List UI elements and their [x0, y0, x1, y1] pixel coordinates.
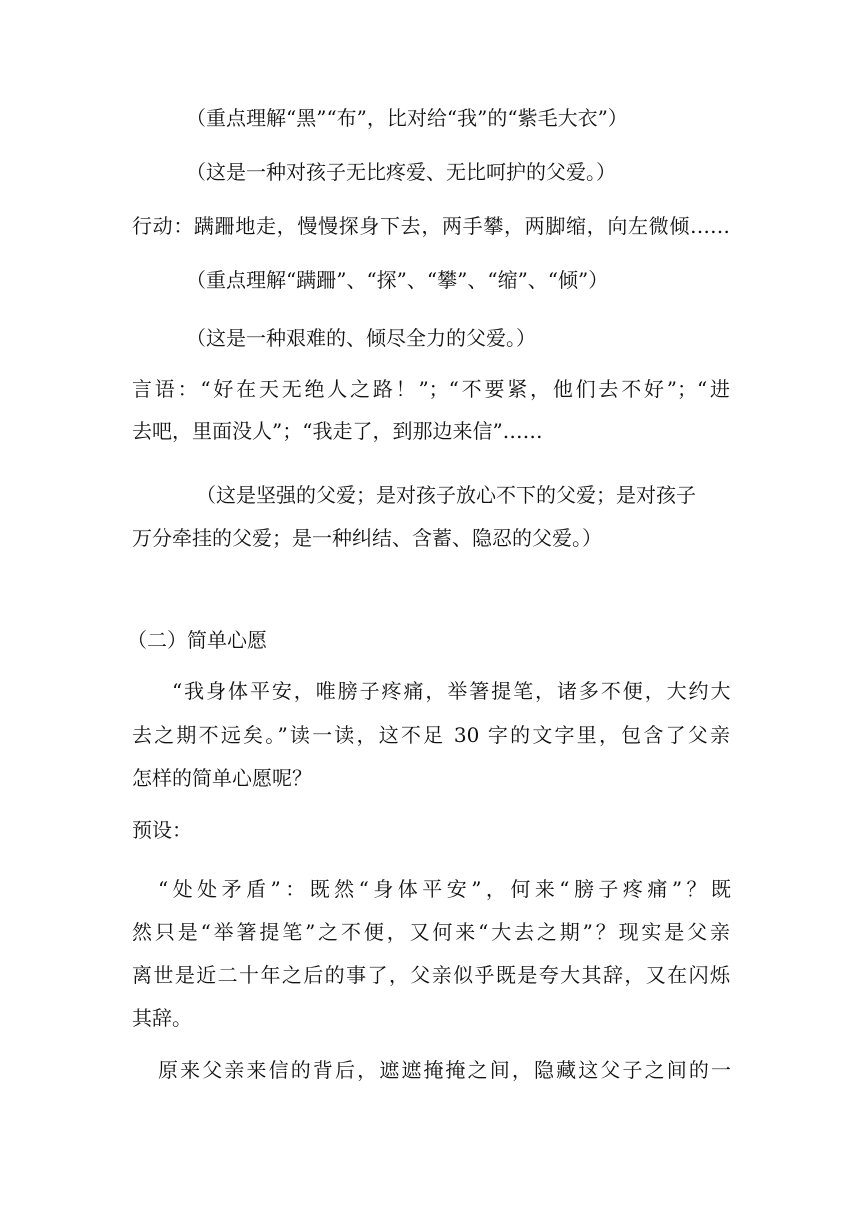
analysis-line-1: “处处矛盾”：既然“身体平安”，何来“膀子疼痛”？既	[158, 877, 731, 901]
note-line-4: （这是一种艰难的、倾尽全力的父爱。）	[186, 326, 536, 350]
note-line-1: （重点理解“黑”“布”，比对给“我”的“紫毛大衣”）	[186, 106, 628, 130]
note-line-3: （重点理解“蹒跚”、“探”、“攀”、“缩”、“倾”）	[186, 268, 609, 292]
note-line-2: （这是一种对孩子无比疼爱、无比呵护的父爱。）	[186, 160, 616, 184]
quote-line-1: “我身体平安，唯膀子疼痛，举箸提笔，诸多不便，大约大	[172, 679, 731, 703]
conclusion-line: 原来父亲来信的背后，遮遮掩掩之间，隐藏这父子之间的一	[158, 1058, 731, 1082]
analysis-line-4: 其辞。	[132, 1006, 192, 1030]
analysis-line-3: 离世是近二十年之后的事了，父亲似乎既是夸大其辞，又在闪烁	[132, 963, 730, 987]
speech-line-1: 言语：“好在天无绝人之路！”；“不要紧，他们去不好”；“进	[132, 377, 730, 401]
speech-line-2: 去吧，里面没人”；“我走了，到那边来信”……	[132, 419, 543, 443]
note-line-6: 万分牵挂的父爱；是一种纠结、含蓄、隐忍的父爱。）	[132, 526, 602, 550]
quote-line-3: 怎样的简单心愿呢？	[132, 766, 312, 790]
analysis-line-2: 然只是“举箸提笔”之不便，又何来“大去之期”？现实是父亲	[132, 920, 730, 944]
quote-line-2: 去之期不远矣。”读一读，这不足 30 字的文字里，包含了父亲	[132, 723, 730, 747]
section-heading: （二）简单心愿	[127, 628, 267, 652]
action-line: 行动：蹒跚地走，慢慢探身下去，两手攀，两脚缩，向左微倾……	[132, 214, 730, 238]
preset-label: 预设：	[132, 818, 192, 842]
note-line-5: （这是坚强的父爱；是对孩子放心不下的父爱；是对孩子	[196, 483, 696, 507]
